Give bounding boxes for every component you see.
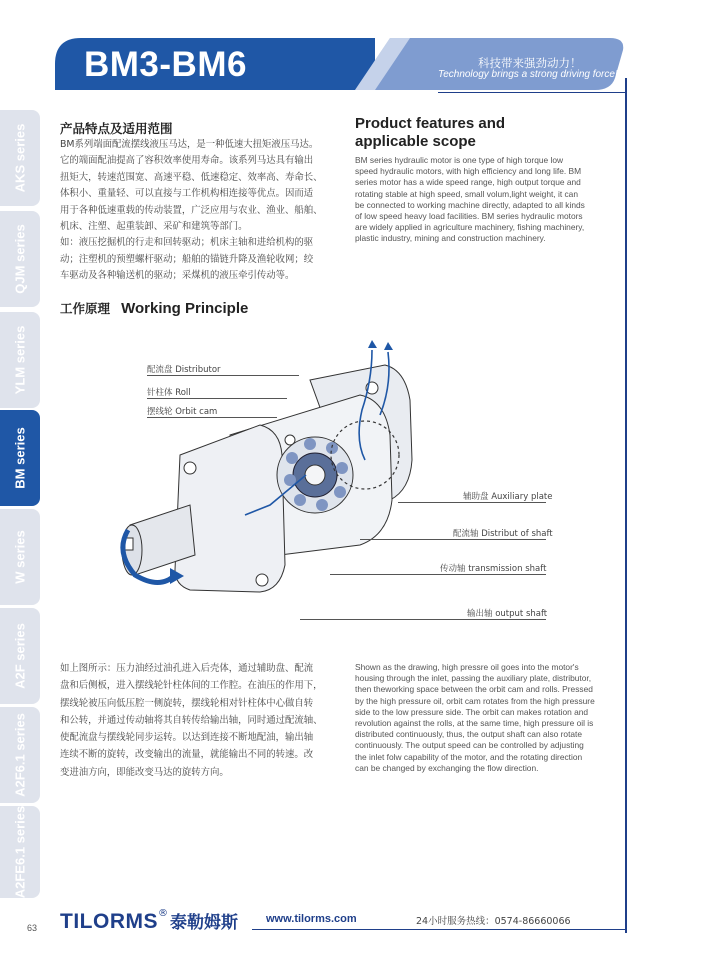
text-line: 使配流盘与摆线轮同步运转。以达到连接不断地配油，输出轴 (60, 732, 314, 744)
features-heading-cn: 产品特点及适用范围 (60, 121, 173, 136)
tab-qjm-series[interactable] (0, 211, 40, 307)
text-line: 和公转，并通过传动轴将其自转传给输出轴，同时通过配流轴、 (60, 714, 323, 726)
text-line: be connected to working machine directly, adapted to all kinds (355, 199, 585, 210)
text-line: 如：液压挖掘机的行走和回转驱动；机床主轴和进给机构的驱 (60, 237, 314, 249)
text-line: 它的端面配油提高了容积效率使用寿命。该系列马达具有输出 (60, 155, 314, 167)
working-text-en (355, 662, 617, 774)
tab-aks-series[interactable] (0, 110, 40, 206)
text-line: by the high pressure oil, orbit cam rotates from the high pressure (355, 695, 595, 706)
brand-name-cn: 泰勒姆斯 (170, 913, 238, 933)
text-line: can be changed by exchanging the flow direction. (355, 762, 539, 773)
page-number: 63 (27, 923, 38, 933)
text-line: are widely applied in agriculture machinery, fishing machinery, (355, 222, 585, 233)
tab-a2fe61-series[interactable] (0, 806, 40, 898)
slogan-cn: 科技带来强劲动力！ (478, 56, 582, 70)
text-line: continuously. The output speed can be controlled by adjusting (355, 740, 584, 751)
features-text-cn (60, 137, 332, 285)
leader-line (360, 539, 546, 540)
features-text-en (355, 155, 617, 245)
label-auxiliary-plate: 辅助盘 Auxiliary plate (463, 492, 553, 502)
page-title: BM3-BM6 (84, 45, 247, 84)
text-line: rotating stable at high speed, small volum,light weight, it can (355, 188, 578, 199)
leader-line (147, 375, 299, 376)
heading-line: applicable scope (355, 133, 476, 150)
tab-label: A2F series (12, 623, 28, 689)
text-line: of low speed heavy load facilities. BM series hydraulic motors (355, 211, 583, 222)
text-line: 扭矩大，转速范围宽、高速平稳、低速稳定、效率高、寿命长、 (60, 171, 323, 183)
tab-label: W series (12, 530, 28, 584)
text-line: BM系列端面配流摆线液压马达，是一种低速大扭矩液压马达。 (60, 139, 319, 150)
text-line: revolution against the rolls, at the same time, high pressure oil is (355, 718, 594, 729)
tab-bm-series[interactable] (0, 410, 40, 506)
text-line: housing through the inlet, passing the auxiliary plate, distributor, (355, 673, 592, 684)
leader-line (300, 619, 546, 620)
leader-line (147, 417, 277, 418)
brand-name-en: TILORMS (60, 910, 158, 933)
footer-rule (252, 929, 625, 930)
text-line: 连续不断的旋转，改变输出的流量，就能输出不同的转速。改 (60, 749, 314, 761)
text-line: 机床、注塑、起重装卸、采矿和建筑等部门。 (60, 221, 248, 233)
label-distributor: 配流盘 Distributor (147, 365, 221, 375)
leader-line (147, 398, 287, 399)
slogan-en: Technology brings a strong driving force! (438, 69, 618, 80)
text-line: 用于各种低速重载的传动装置，广泛应用与农业、渔业、船舶、 (60, 204, 323, 216)
tab-ylm-series[interactable] (0, 312, 40, 408)
text-line: 如上图所示：压力油经过油孔进入后壳体，通过辅助盘、配流 (60, 663, 314, 674)
tab-label: YLM series (12, 325, 28, 395)
text-line: 摆线轮被压向低压腔一侧旋转，摆线轮相对针柱体中心做自转 (60, 697, 314, 709)
text-line: plastic industry, mining and construction machinery. (355, 233, 546, 244)
service-hotline: 24小时服务热线：0574-86660066 (416, 916, 571, 927)
working-text-cn (60, 660, 332, 781)
tab-a2f-series[interactable] (0, 608, 40, 704)
heading-line: Product features and (355, 115, 506, 132)
tab-label: A2FE6.1 series (12, 805, 28, 899)
label-roll: 针柱体 Roll (147, 388, 191, 398)
label-transmission-shaft: 传动轴 transmission shaft (440, 564, 547, 574)
text-line: Shown as the drawing, high pressre oil goes into the motor's (355, 662, 579, 672)
website-link[interactable]: www.tilorms.com (266, 913, 357, 925)
tab-label: AKS series (12, 123, 28, 193)
tab-label: BM series (12, 427, 28, 489)
right-border-rule (625, 78, 627, 933)
tab-a2f61-series[interactable] (0, 707, 40, 803)
text-line: BM series hydraulic motor is one type of high torque low (355, 155, 564, 165)
label-output-shaft: 输出轴 output shaft (467, 609, 548, 619)
brand-logo (60, 908, 238, 934)
leader-line (398, 502, 546, 503)
text-line: then theworking space between the orbit cam and rolls. Pressed (355, 684, 593, 695)
leader-line (330, 574, 546, 575)
working-heading-cn: 工作原理 (60, 301, 111, 316)
tab-w-series[interactable] (0, 509, 40, 605)
motor-cutaway-diagram (110, 340, 460, 600)
header-rule (438, 92, 627, 93)
text-line: series motor has a wide speed range, high output torque and (355, 177, 581, 188)
working-heading (60, 298, 248, 318)
working-heading-en: Working Principle (121, 300, 249, 317)
text-line: the inlet folw capability of the motor, and the rotating direction (355, 751, 583, 762)
text-line: 车驱动及各种输送机的驱动；采煤机的液压牵引传动等。 (60, 270, 295, 282)
tab-label: QJM series (12, 224, 28, 294)
text-line: distributed continuously, thus, the output shaft can also rotate (355, 729, 583, 740)
text-line: 体积小、重量轻、可以直接与工作机构相连接等优点。因而适 (60, 188, 314, 200)
text-line: 盘和后侧板，进入摆线轮针柱体间的工作腔。在油压的作用下， (60, 680, 323, 692)
features-heading-en (355, 115, 505, 151)
text-line: 变进油方向，即能改变马达的旋转方向。 (60, 766, 229, 778)
text-line: 动；注塑机的预塑螺杆驱动；船舶的锚链升降及渔轮收网；绞 (60, 253, 314, 265)
text-line: side to the low pressure side. The orbit can makes rotation and (355, 706, 589, 717)
registered-mark: ® (158, 908, 168, 919)
text-line: speed hydraulic motors, with high efficiency and long life. BM (355, 166, 582, 177)
label-orbit-cam: 摆线轮 Orbit cam (147, 407, 218, 417)
label-distrib-shaft: 配流轴 Distribut of shaft (453, 529, 553, 539)
tab-label: A2F6.1 series (12, 713, 28, 797)
series-sidebar (0, 108, 40, 898)
